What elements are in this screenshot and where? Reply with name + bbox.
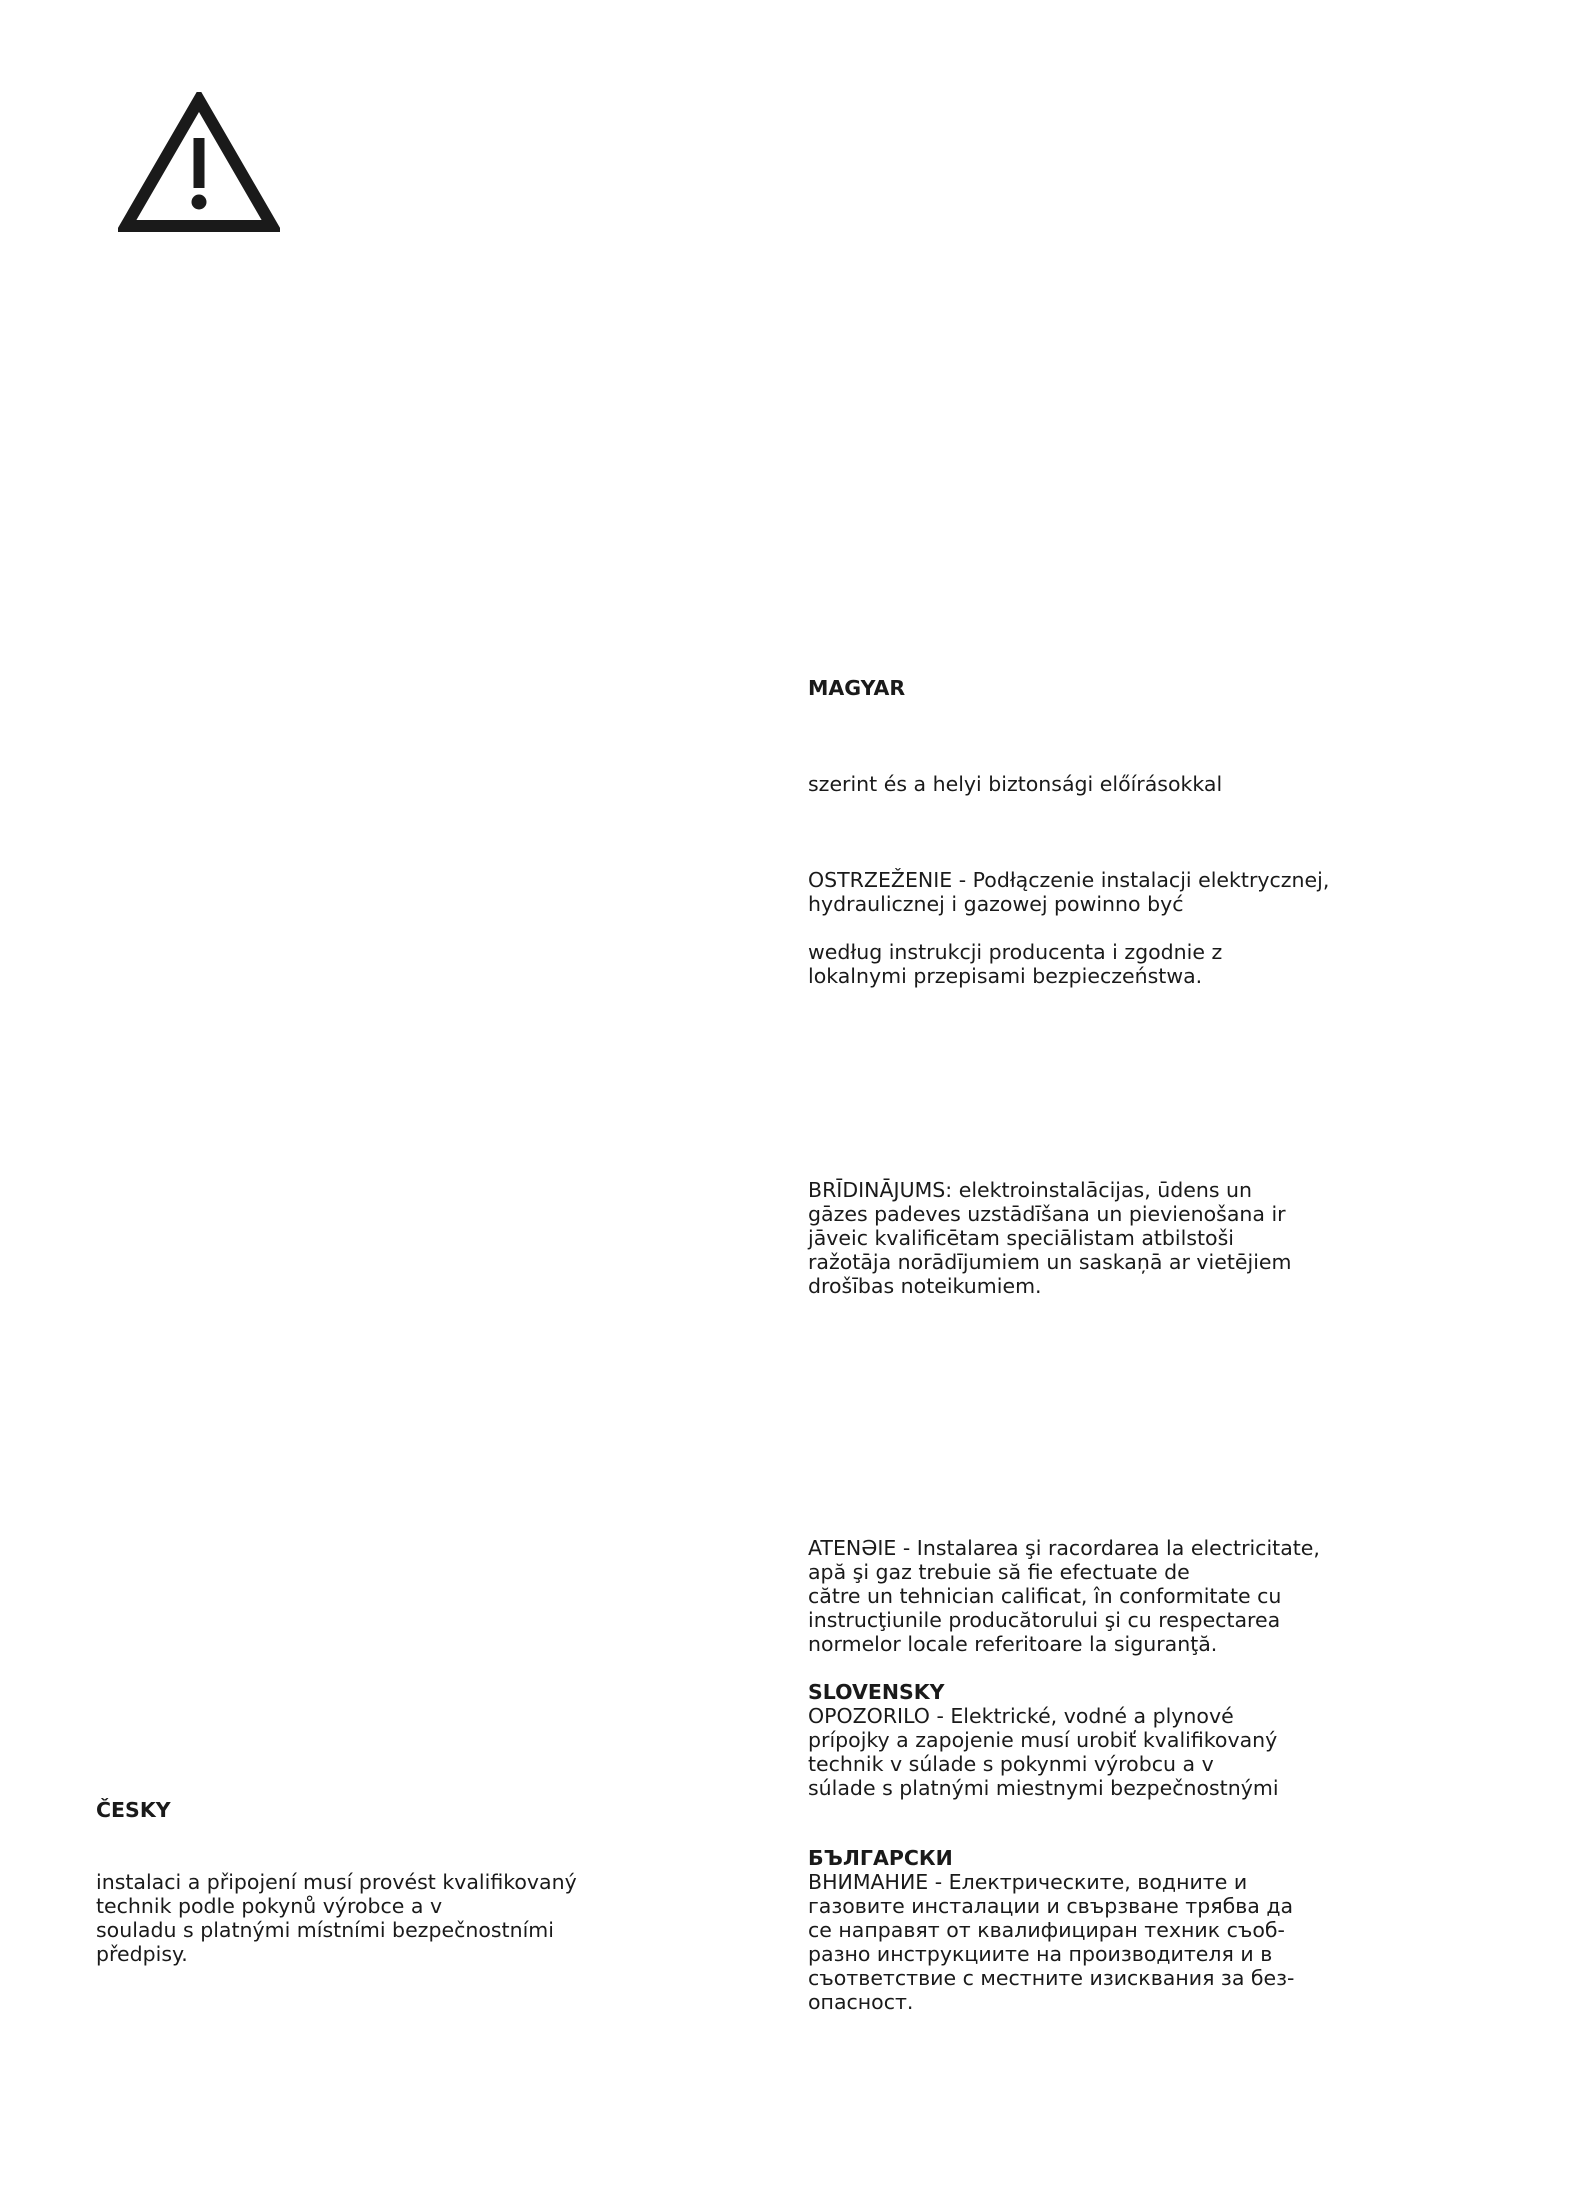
cesky-heading: ČESKY bbox=[96, 1798, 171, 1822]
bulgarian-warning-text: ВНИМАНИЕ - Електрическите, водните и газовите инсталации и свързване трябва да се направят от квалифициран техник съоб- разно инструкциите на производителя и в съответствие с местните изисквания за без- опасност. bbox=[808, 1870, 1295, 2014]
polish-warning-paragraph-1: OSTRZEŽENIE - Podłączenie instalacji elektrycznej, hydraulicznej i gazowej powinno być bbox=[808, 868, 1330, 916]
warning-triangle-icon bbox=[118, 92, 280, 232]
latvian-warning-text: BRĪDINĀJUMS: elektroinstalācijas, ūdens un gāzes padeves uzstādīšana un pievienošana ir jāveic kvalificētam speciālistam atbilstoši ražotāja norādījumiem un saskaņā ar vietējiem drošības noteikumiem. bbox=[808, 1178, 1292, 1298]
cesky-warning-text: instalaci a připojení musí provést kvalifikovaný technik podle pokynů výrobce a v souladu s platnými místními bezpečnostními předpisy. bbox=[96, 1870, 577, 1966]
magyar-text: szerint és a helyi biztonsági előírásokkal bbox=[808, 772, 1223, 796]
magyar-heading: MAGYAR bbox=[808, 676, 906, 700]
romanian-warning-text: ATENƏIE - Instalarea şi racordarea la electricitate, apă şi gaz trebuie să fie efectuate de către un tehnician calificat, în conformitate cu instrucţiunile producătorului şi cu respectarea normelor locale referitoare la siguranţă. bbox=[808, 1536, 1320, 1656]
slovensky-heading: SLOVENSKY bbox=[808, 1680, 945, 1704]
slovensky-warning-text: OPOZORILO - Elektrické, vodné a plynové prípojky a zapojenie musí urobiť kvalifikovaný technik v súlade s pokynmi výrobcu a v súlade s platnými miestnymi bezpečnostnými bbox=[808, 1704, 1279, 1800]
bulgarian-heading: БЪЛГАРСКИ bbox=[808, 1846, 953, 1870]
polish-warning-paragraph-2: według instrukcji producenta i zgodnie z lokalnymi przepisami bezpieczeństwa. bbox=[808, 940, 1223, 988]
